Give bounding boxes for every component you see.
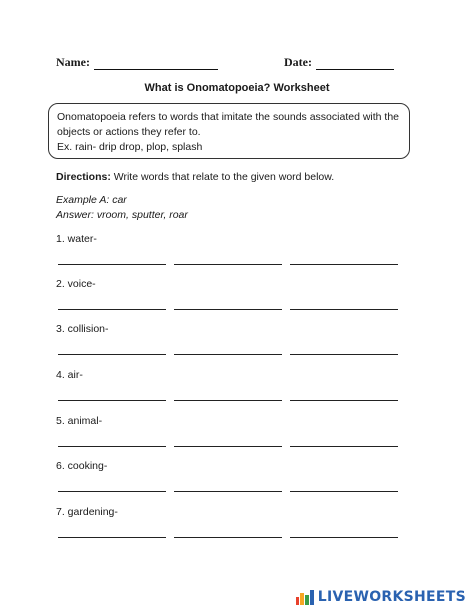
worksheet-title: What is Onomatopoeia? Worksheet xyxy=(144,82,330,94)
answer-row xyxy=(58,491,400,492)
answer-blank[interactable] xyxy=(174,446,282,447)
item-label: 4. air- xyxy=(56,369,83,381)
answer-blank[interactable] xyxy=(290,264,398,265)
answer-row xyxy=(58,400,400,401)
answer-blank[interactable] xyxy=(58,537,166,538)
answer-blank[interactable] xyxy=(290,400,398,401)
answer-blank[interactable] xyxy=(174,491,282,492)
answer-blank[interactable] xyxy=(290,354,398,355)
answer-row xyxy=(58,446,400,447)
item-label: 7. gardening- xyxy=(56,506,118,518)
name-line[interactable] xyxy=(94,57,218,70)
liveworksheets-logo-icon xyxy=(296,589,314,605)
name-label: Name: xyxy=(56,55,90,69)
answer-blank[interactable] xyxy=(290,309,398,310)
date-label: Date: xyxy=(284,55,312,69)
answer-blank[interactable] xyxy=(174,400,282,401)
item-label: 2. voice- xyxy=(56,278,96,290)
answer-row xyxy=(58,309,400,310)
definition-line-1: Onomatopoeia refers to words that imitate the sounds associated with the xyxy=(57,111,400,123)
logo-text: LIVEWORKSHEETS xyxy=(317,589,466,605)
name-field xyxy=(56,55,218,70)
date-line[interactable] xyxy=(316,57,394,70)
answer-blank[interactable] xyxy=(58,446,166,447)
answer-blank[interactable] xyxy=(58,400,166,401)
directions-label: Directions: xyxy=(56,171,111,183)
answer-blank[interactable] xyxy=(58,354,166,355)
directions xyxy=(56,171,334,184)
definition-line-2: objects or actions they refer to. xyxy=(57,126,201,138)
definition-box xyxy=(48,103,410,159)
liveworksheets-logo xyxy=(296,588,466,606)
answer-row xyxy=(58,537,400,538)
item-label: 5. animal- xyxy=(56,415,103,427)
item-label: 3. collision- xyxy=(56,323,109,335)
answer-row xyxy=(58,354,400,355)
item-label: 6. cooking- xyxy=(56,460,108,472)
answer-blank[interactable] xyxy=(290,446,398,447)
example-answer: Answer: vroom, sputter, roar xyxy=(56,209,188,221)
answer-blank[interactable] xyxy=(58,264,166,265)
answer-blank[interactable] xyxy=(174,537,282,538)
definition-example: Ex. rain- drip drop, plop, splash xyxy=(57,141,203,153)
example-prompt: Example A: car xyxy=(56,194,127,206)
answer-blank[interactable] xyxy=(174,309,282,310)
answer-blank[interactable] xyxy=(290,491,398,492)
answer-blank[interactable] xyxy=(58,309,166,310)
answer-blank[interactable] xyxy=(290,537,398,538)
answer-row xyxy=(58,264,400,265)
date-field xyxy=(284,55,394,70)
item-label: 1. water- xyxy=(56,233,97,245)
directions-text: Write words that relate to the given word below. xyxy=(110,171,335,183)
answer-blank[interactable] xyxy=(174,354,282,355)
answer-blank[interactable] xyxy=(174,264,282,265)
answer-blank[interactable] xyxy=(58,491,166,492)
